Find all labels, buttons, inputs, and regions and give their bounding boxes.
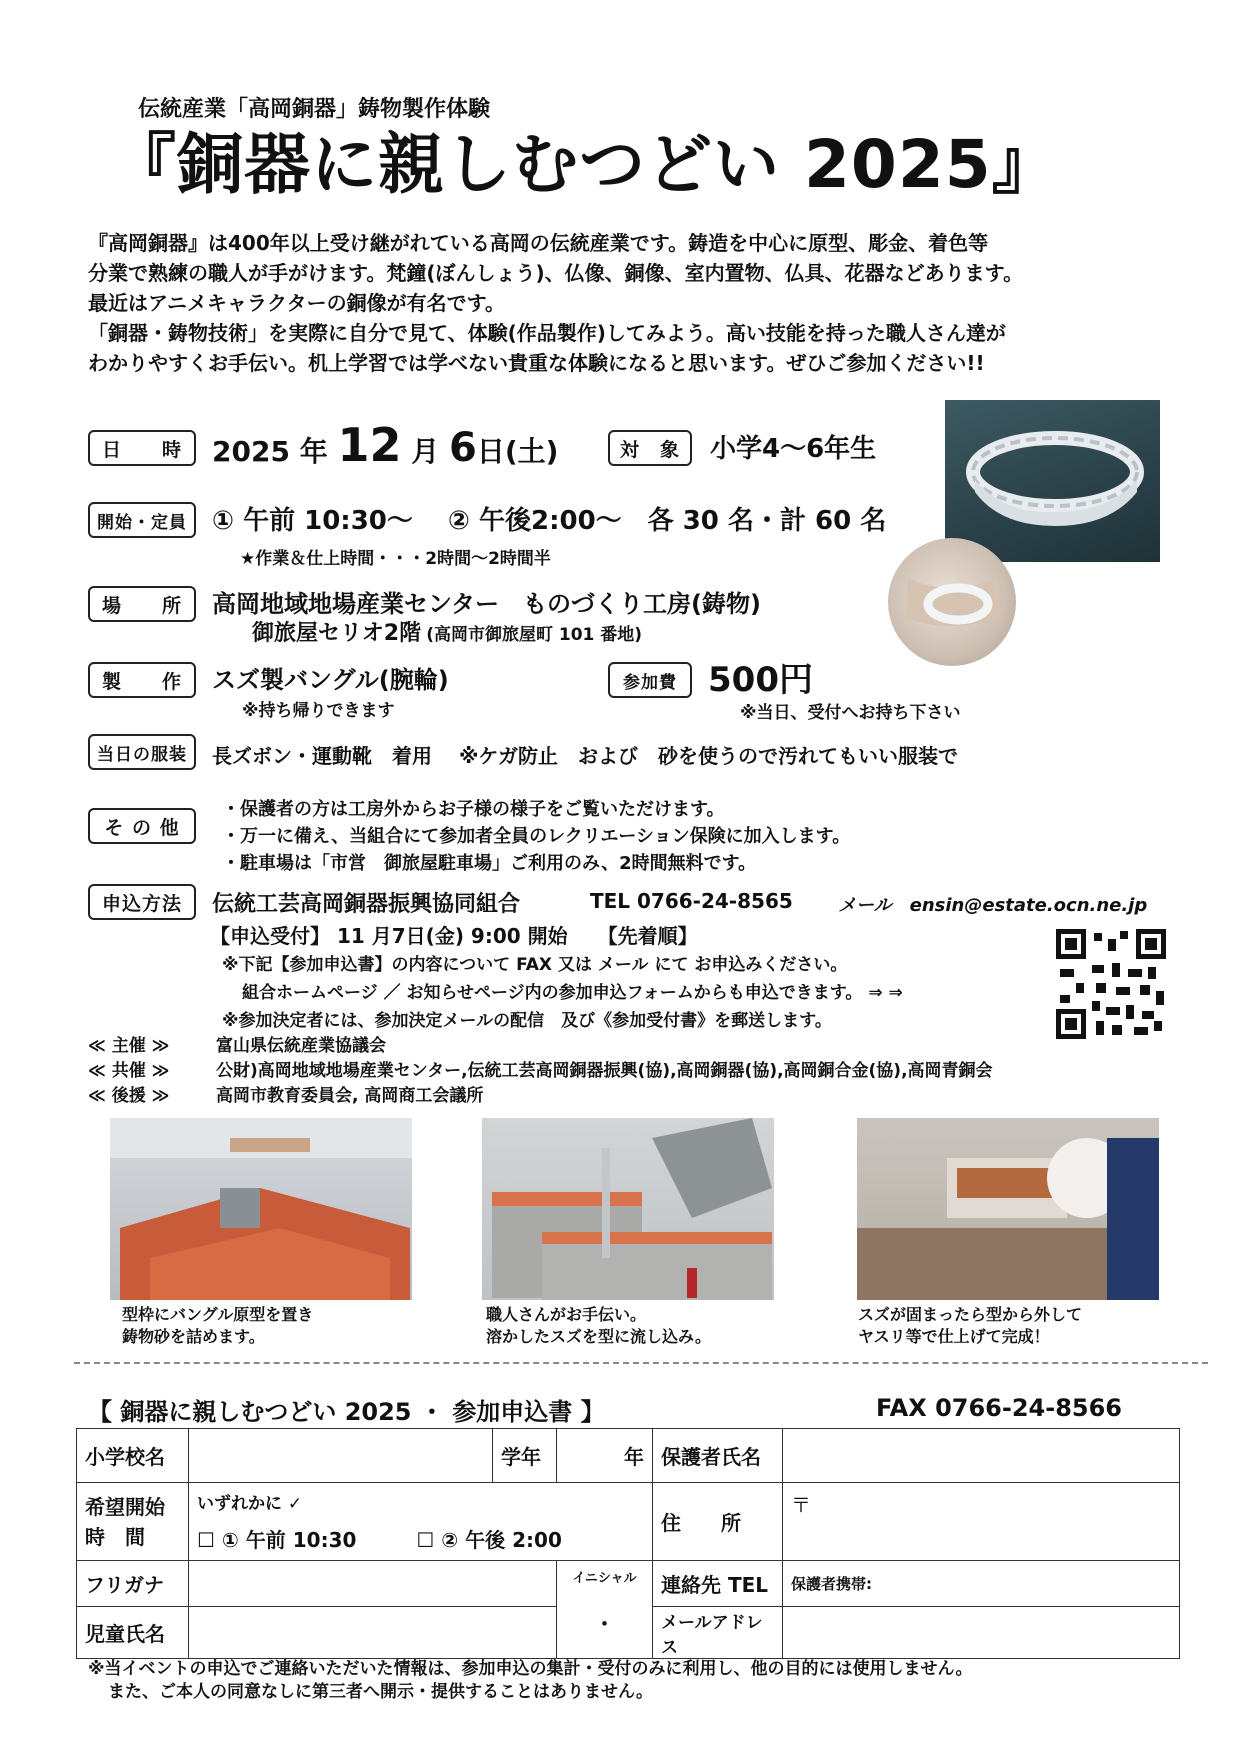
initial-label: イニシャル (572, 1571, 637, 1586)
caption-1 (122, 1304, 313, 1348)
sand-molding-illustration (110, 1118, 412, 1300)
time-options-note: いずれかに ✓ (197, 1494, 303, 1514)
cosponsor-row (88, 1059, 993, 1084)
grade-unit: 年 (624, 1445, 644, 1469)
wrist-photo (888, 538, 1016, 666)
sponsor-row (88, 1034, 993, 1059)
caption-2-line: 溶かしたスズを型に流し込み。 (486, 1327, 711, 1346)
date-day-unit: 日 (476, 435, 505, 468)
label-apply: 申込方法 (88, 884, 196, 920)
start-times: ① 午前 10:30～ ② 午後2:00～ 各 30 名・計 60 名 (212, 506, 887, 536)
apply-note[interactable]: 組合ホームページ ／ お知らせページ内の参加申込フォームからも申込できます。 ⇒ ⇒ (242, 983, 903, 1003)
cosponsor-label: ≪ 共催 ≫ (88, 1061, 170, 1081)
child-name-input[interactable] (189, 1607, 557, 1659)
finishing-illustration (857, 1118, 1159, 1300)
wrist-bangle-illustration (888, 538, 1016, 666)
label-place: 場 所 (88, 586, 196, 622)
email-input[interactable] (783, 1607, 1180, 1659)
bangle-photo (945, 400, 1160, 562)
mobile-label: 保護者携帯: (791, 1575, 872, 1593)
support-row (88, 1084, 993, 1109)
furigana-label: フリガナ (77, 1561, 189, 1607)
date-month: 12 (337, 418, 402, 472)
apply-note: ※参加決定者には、参加決定メールの配信 及び《参加受付書》を郵送します。 (222, 1011, 832, 1031)
intro-line: 分業で熟練の職人が手がけます。梵鐘(ぼんしょう)、仏像、銅像、室内置物、仏具、花器などあります。 (88, 261, 1024, 285)
other-note: ・保護者の方は工房外からお子様の様子をご覧いただけます。 (222, 799, 725, 820)
qr-code-graphic (1056, 929, 1166, 1039)
intro-text (88, 228, 1168, 378)
title-bracket-close: 』 (991, 126, 1059, 203)
place-line2 (252, 616, 642, 647)
date-weekday: (土) (504, 435, 559, 468)
label-other: そ の 他 (88, 808, 196, 844)
support-text: 高岡市教育委員会, 高岡商工会議所 (216, 1086, 484, 1106)
initial-dot: ・ (594, 1612, 615, 1636)
clothes-text: 長ズボン・運動靴 着用 ※ケガ防止 および 砂を使うので汚れてもいい服装で (212, 744, 959, 768)
qr-code[interactable] (1056, 929, 1166, 1039)
intro-line: 『高岡銅器』は400年以上受け継がれている高岡の伝統産業です。鋳造を中心に原型、彫金、着色等 (88, 231, 989, 255)
apply-org: 伝統工芸高岡銅器振興協同組合 (212, 892, 521, 917)
make-item: スズ製バングル(腕輪) (212, 666, 449, 694)
event-date (212, 418, 558, 472)
intro-line: 最近はアニメキャラクターの銅像が有名です。 (88, 291, 505, 315)
date-year: 2025 (212, 435, 290, 468)
child-name-label: 児童氏名 (77, 1607, 189, 1659)
guardian-label: 保護者氏名 (653, 1429, 783, 1483)
privacy-line: ※当イベントの申込でご連絡いただいた情報は、参加申込の集計・受付のみに利用し、他の目的には使用しません。 (88, 1659, 973, 1679)
privacy-line: また、ご本人の同意なしに第三者へ開示・提供することはありません。 (108, 1682, 654, 1702)
date-year-unit: 年 (299, 435, 328, 468)
option-morning-checkbox[interactable]: ☐ ① 午前 10:30 (197, 1528, 357, 1552)
form-title: 【 銅器に親しむつどい 2025 ・ 参加申込書 】 (88, 1398, 605, 1426)
postal-mark: 〒 (791, 1493, 811, 1517)
email-label: メールアドレス (653, 1607, 783, 1659)
caption-2 (486, 1304, 711, 1348)
application-form (76, 1428, 1180, 1659)
bangle-illustration (945, 400, 1160, 562)
photo-finishing (857, 1118, 1159, 1300)
page-title (110, 125, 1059, 205)
caption-3-line: ヤスリ等で仕上げて完成！ (858, 1327, 1050, 1346)
other-notes (222, 796, 850, 877)
label-date: 日 時 (88, 430, 196, 466)
photo-pouring (482, 1118, 774, 1300)
apply-tel: TEL 0766-24-8565 (590, 889, 793, 913)
place-building: 御旅屋セリオ2階 (252, 621, 422, 646)
caption-3-line: スズが固まったら型から外して (858, 1305, 1083, 1324)
label-clothes: 当日の服装 (88, 734, 196, 770)
make-note: ※持ち帰りできます (242, 701, 395, 721)
grade-input[interactable] (557, 1429, 653, 1483)
caption-2-line: 職人さんがお手伝い。 (486, 1305, 647, 1324)
form-fax: FAX 0766-24-8566 (876, 1394, 1122, 1422)
cut-line (74, 1362, 1208, 1364)
cosponsor-text: 公財)高岡地域地場産業センター,伝統工芸高岡銅器振興(協),高岡銅器(協),高岡銅合金(協),高岡青銅会 (216, 1061, 993, 1081)
title-bracket-open: 『 (110, 126, 177, 203)
furigana-input[interactable] (189, 1561, 557, 1607)
initial-input[interactable] (557, 1561, 653, 1659)
work-time-note: ★作業＆仕上時間・・・2時間～2時間半 (240, 549, 551, 569)
contact-label: 連絡先 TEL (653, 1561, 783, 1607)
other-note: ・万一に備え、当組合にて参加者全員のレクリエーション保険に加入します。 (222, 826, 851, 847)
photo-sand-molding (110, 1118, 412, 1300)
caption-1-line: 鋳物砂を詰めます。 (122, 1327, 265, 1346)
school-input[interactable] (189, 1429, 493, 1483)
address-input[interactable] (783, 1483, 1180, 1561)
label-fee: 参加費 (608, 662, 692, 698)
target-grade: 小学4～6年生 (710, 434, 877, 464)
fee-value: 500円 (708, 660, 813, 700)
sponsors (88, 1034, 993, 1109)
time-label-line: 時 間 (85, 1524, 145, 1549)
place-address: (高岡市御旅屋町 101 番地) (426, 625, 643, 645)
intro-line: 「銅器・鋳物技術」を実際に自分で見て、体験(作品製作)してみよう。高い技能を持った職人さん達が (88, 321, 1006, 345)
time-options (189, 1483, 653, 1561)
subtitle: 伝統産業「高岡銅器」鋳物製作体験 (138, 97, 491, 122)
grade-label: 学年 (493, 1429, 557, 1483)
mobile-input[interactable] (783, 1561, 1180, 1607)
time-label (77, 1483, 189, 1561)
pouring-illustration (482, 1118, 774, 1300)
sponsor-text: 富山県伝統産業協議会 (216, 1036, 386, 1056)
label-make: 製 作 (88, 662, 196, 698)
caption-3 (858, 1304, 1082, 1348)
guardian-input[interactable] (783, 1429, 1180, 1483)
date-month-unit: 月 (411, 435, 440, 468)
other-note: ・駐車場は「市営 御旅屋駐車場」ご利用のみ、2時間無料です。 (222, 853, 757, 874)
fee-note: ※当日、受付へお持ち下さい (740, 703, 961, 723)
address-label: 住 所 (653, 1483, 783, 1561)
caption-1-line: 型枠にバングル原型を置き (122, 1305, 314, 1324)
apply-mail[interactable]: メール ensin@estate.ocn.ne.jp (838, 895, 1148, 916)
label-target: 対 象 (608, 430, 692, 466)
privacy-notice (88, 1658, 973, 1704)
place-line1: 高岡地域地場産業センター ものづくり工房(鋳物) (212, 590, 761, 618)
school-label: 小学校名 (77, 1429, 189, 1483)
sponsor-label: ≪ 主催 ≫ (88, 1036, 170, 1056)
apply-period: 【申込受付】 11 月7日(金) 9:00 開始 【先着順】 (210, 924, 698, 948)
support-label: ≪ 後援 ≫ (88, 1086, 170, 1106)
option-afternoon-checkbox[interactable]: ☐ ② 午後 2:00 (416, 1528, 562, 1552)
apply-note: ※下記【参加申込書】の内容について FAX 又は メール にて お申込みください。 (222, 955, 848, 975)
intro-line: わかりやすくお手伝い。机上学習では学べない貴重な体験になると思います。ぜひご参加ください!! (88, 351, 985, 375)
time-label-line: 希望開始 (85, 1494, 165, 1519)
date-day: 6 (448, 425, 477, 471)
title-text: 銅器に親しむつどい 2025 (177, 126, 992, 203)
label-start: 開始・定員 (88, 502, 196, 538)
apply-notes (222, 951, 903, 1035)
